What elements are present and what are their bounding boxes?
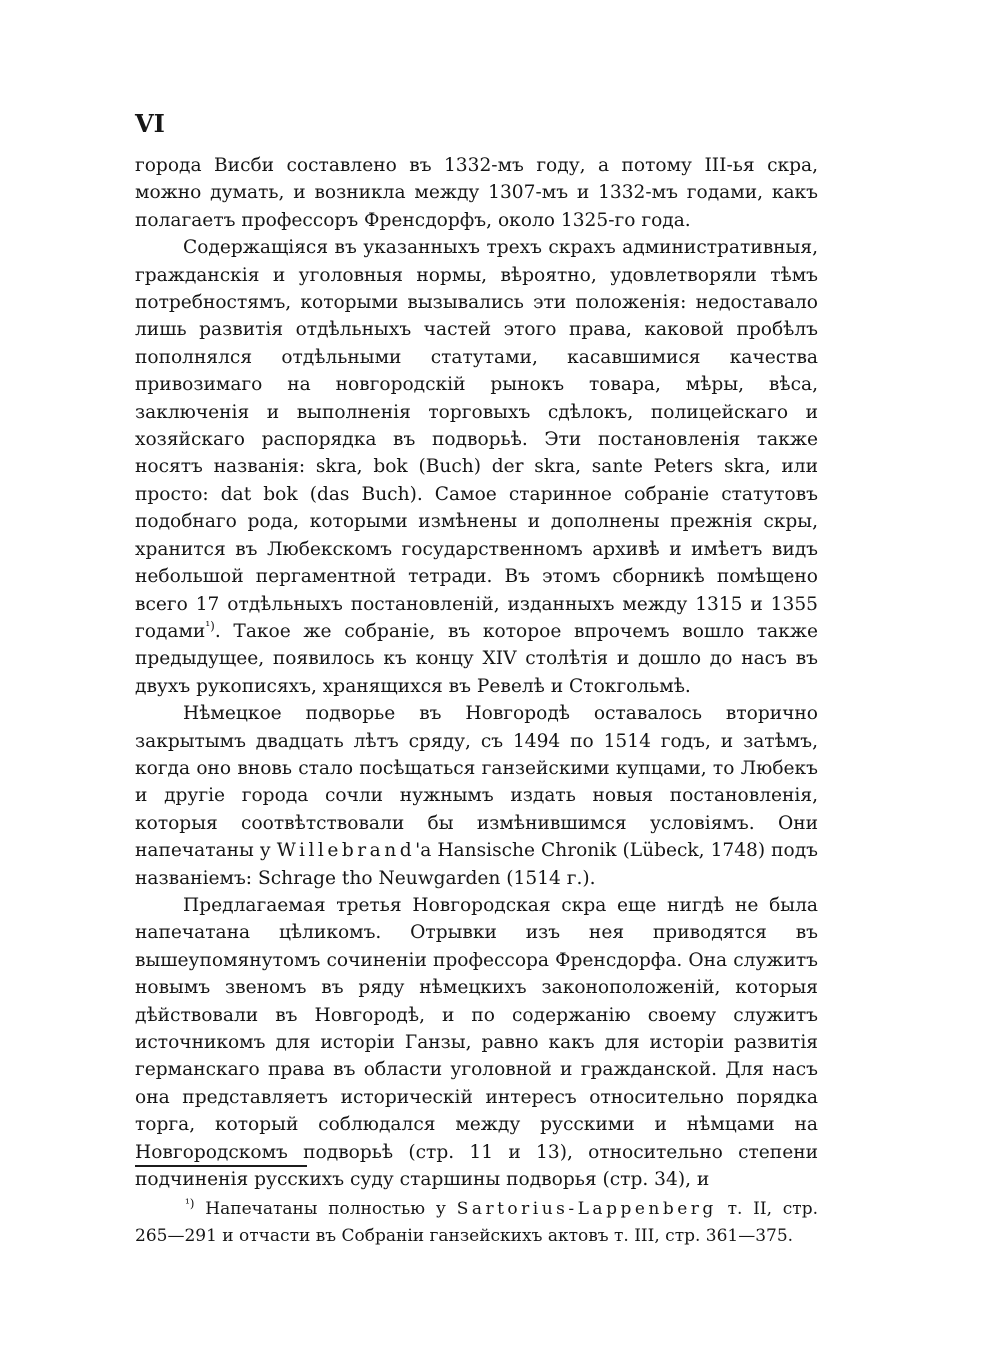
paragraph-2-text-b: . Такое же собраніе, въ которое впрочемъ вошло также предыдущее, появилось къ концу XIV столѣтія и дошло до насъ въ двухъ рукописяхъ, хранящихся въ Ревелѣ и Стокгольмѣ. — [135, 620, 818, 697]
footnote-author-spaced: Sartorius-Lappenberg — [456, 1199, 717, 1219]
footnote — [135, 1196, 818, 1250]
paragraph-2 — [135, 234, 818, 700]
paragraph-3-text-b: 'a Hansische Chronik (Lübeck, 1748) подъ названіемъ: Schrage tho Neuwgarden (1514 г.). — [135, 840, 818, 889]
main-text — [135, 152, 818, 1193]
paragraph-3 — [135, 700, 818, 892]
page-number: VI — [135, 109, 165, 138]
paragraph-3-text-a: Нѣмецкое подворье въ Новгородѣ оставалось вторично закрытымъ двадцать лѣтъ сряду, съ 1494 по 1514 годъ, и затѣмъ, когда оно вновь стало посѣщаться ганзейскими купцами, то Любекъ и другіе города сочли нужнымъ издать новыя постановленія, которыя соотвѣтствовали бы измѣнившимся условіямъ. Они напечатаны у — [135, 703, 818, 862]
author-name-spaced: Willebrand — [276, 840, 416, 862]
paragraph-1-text: города Висби составлено въ 1332-мъ году, а потому III-ья скра, можно думать, и возникла между 1307-мъ и 1332-мъ годами, какъ полагаетъ профессоръ Френсдорфъ, около 1325-го года. — [135, 155, 818, 231]
footnote-mark: ¹) — [185, 1196, 195, 1211]
paragraph-4 — [135, 892, 818, 1193]
footnote-reference[interactable]: ¹) — [205, 618, 215, 633]
footnote-divider — [135, 1165, 307, 1167]
paragraph-1 — [135, 152, 818, 234]
paragraph-4-text: Предлагаемая третья Новгородская скра еще нигдѣ не была напечатана цѣликомъ. Отрывки изъ нея приводятся въ вышеупомянутомъ сочиненіи профессора Френсдорфа. Она служитъ новымъ звеномъ въ ряду нѣмецкихъ законоположеній, которыя дѣйствовали въ Новгородѣ, и по содержанію своему служитъ источникомъ для исторіи Ганзы, равно какъ для исторіи развитія германскаго права въ области уголовной и гражданской. Для насъ она представляетъ историческій интересъ относительно порядка торга, который соблюдался между русскими и нѣмцами на Новгородскомъ подворьѣ (стр. 11 и 13), относительно степени подчиненія русскихъ суду старшины подворья (стр. 34), и — [135, 894, 818, 1191]
paragraph-2-text-a: Содержащіяся въ указанныхъ трехъ скрахъ административныя, гражданскія и уголовныя нормы, вѣроятно, удовлетворяли тѣмъ потребностямъ, которыми вызывались эти положенія: недоставало лишь развитія отдѣльныхъ частей этого права, каковой пробѣлъ пополнялся отдѣльными статутами, касавшимися качества привозимаго на новгородскій рынокъ товара, мѣры, вѣса, заключенія и выполненія торговыхъ сдѣлокъ, полицейскаго и хозяйскаго распорядка въ подворьѣ. Эти постановленія также носятъ названія: skra, bok (Buch) der skra, sante Peters skra, или просто: dat bok (das Buch). Самое старинное собраніе статутовъ подобнаго рода, которыми измѣнены и дополнены прежнія скры, хранится въ Любекскомъ государственномъ архивѣ и имѣетъ видъ небольшой пергаментной тетради. Въ этомъ сборникѣ помѣщено всего 17 отдѣльныхъ постановленій, изданныхъ между 1315 и 1355 годами — [135, 237, 818, 642]
footnote-text-a: Напечатаны полностью у — [194, 1199, 457, 1219]
footnote-text-b: т. II, стр. 265—291 и отчасти въ Собраніи ганзейскихъ актовъ т. III, стр. 361—375. — [135, 1199, 819, 1246]
